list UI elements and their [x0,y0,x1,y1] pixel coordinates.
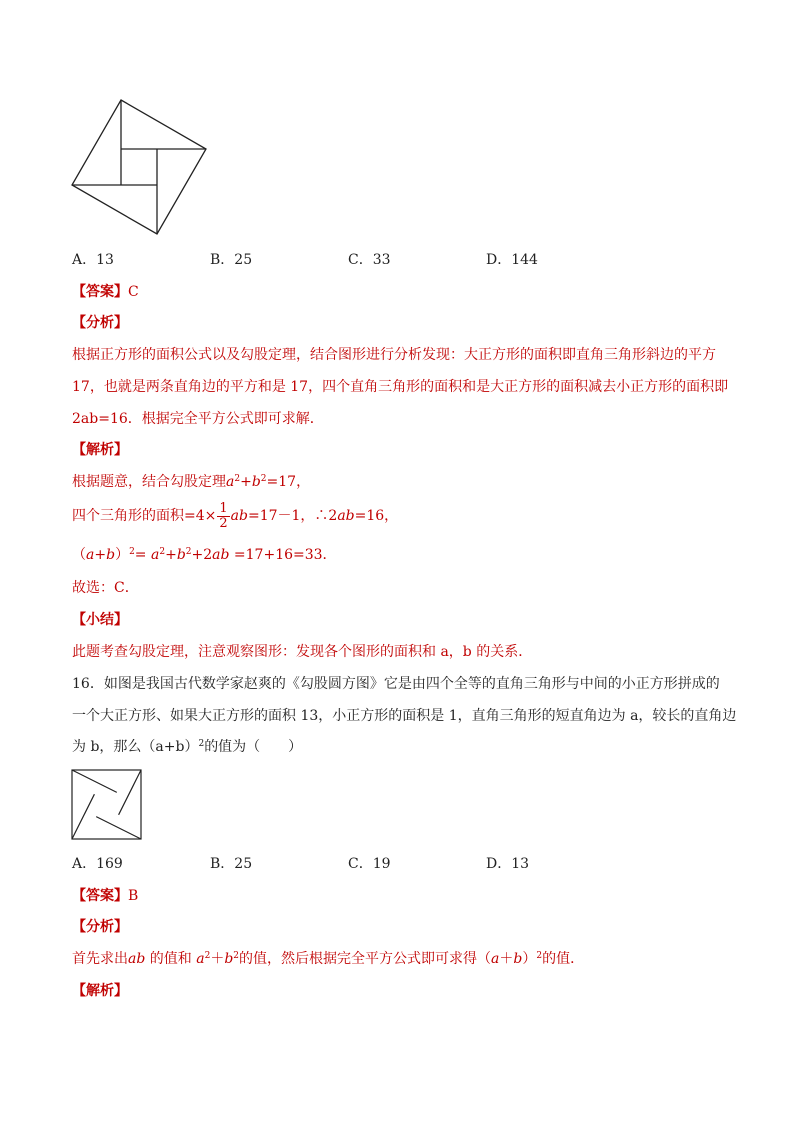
q15-answer-tag: 【答案】 [72,284,128,300]
zhao-shuang-figure [70,768,144,842]
q16-option-c: C．19 [348,856,391,872]
q15-solution-line-2 [72,499,398,533]
var-ab: ab [230,508,248,524]
q16-stem-line-3 [72,738,302,756]
var-a: a [196,951,205,967]
exp: 2 [129,547,135,557]
var-b: b [106,547,116,563]
q16-answer-value: B [128,888,139,904]
exp: 2 [234,474,241,484]
equals: = [134,547,151,563]
sol2-prefix: 四个三角形的面积=4× [72,508,217,524]
q15-answer-value: C [128,284,139,300]
exp: 2 [159,547,166,557]
an-p2: 的值和 [145,951,197,967]
q16-analysis-line [72,950,584,968]
an-p3: 的值，然后根据完全平方公式即可求得（ [239,951,492,967]
q16-stem-line-1: 16．如图是我国古代数学家赵爽的《勾股圆方图》它是由四个全等的直角三角形与中间的小正方形拼成的 [72,676,720,692]
exp: 2 [204,951,211,961]
plus: + [94,547,107,563]
q15-solution-line-1 [72,473,310,491]
sol2-suffix: =16， [354,508,399,524]
sol1-prefix: 根据题意，结合勾股定理 [72,474,226,490]
frac-num: 1 [219,500,228,516]
sol3-suffix: =17+16=33． [229,547,337,563]
var-b: b [176,547,186,563]
q16-option-b: B．25 [210,856,253,872]
sol1-suffix: =17， [266,474,311,490]
paren-close: ） [115,547,130,563]
q16-option-d: D．13 [486,856,530,872]
q15-solution-line-3 [72,546,337,564]
q16-analysis-tag: 【分析】 [72,919,128,935]
q15-analysis-tag: 【分析】 [72,315,128,331]
fraction-one-half [217,502,229,531]
exp: 2 [233,951,240,961]
var-b: b [224,951,234,967]
var-a: a [491,951,500,967]
an-p1: 首先求出 [72,951,128,967]
q16-option-a: A．169 [72,856,123,872]
plus: ＋ [499,951,514,967]
q15-option-c: C．33 [348,252,391,268]
var-ab: ab [337,508,355,524]
var-b: b [513,951,523,967]
pythagoras-figure-1 [64,92,216,244]
plus: + [165,547,177,563]
q16-answer [72,887,138,905]
q15-option-d: D．144 [486,252,538,268]
paren-open: （ [72,547,86,563]
exp: 2 [185,547,192,557]
q15-summary-tag: 【小结】 [72,612,128,628]
var-a: a [226,474,235,490]
line3-prefix: 为 b，那么（a+b） [72,739,199,755]
q15-solution-tag: 【解析】 [72,442,128,458]
q16-stem-line-2: 一个大正方形、如果大正方形的面积 13，小正方形的面积是 1，直角三角形的短直角边为 a，较长的直角边 [72,708,737,724]
var-ab: ab [128,951,146,967]
exp: 2 [198,739,205,749]
q15-choose: 故选：C． [72,580,139,596]
q15-option-a: A．13 [72,252,114,268]
var-a: a [150,547,160,563]
q15-analysis-line-3: 2ab=16．根据完全平方公式即可求解． [72,411,324,427]
exp: 2 [260,474,267,484]
an-p4: ） [522,951,537,967]
q15-summary: 此题考查勾股定理，注意观察图形：发现各个图形的面积和 a，b 的关系． [72,644,533,660]
var-a: a [86,547,95,563]
q16-answer-tag: 【答案】 [72,888,128,904]
var-ab: ab [212,547,230,563]
an-p5: 的值． [542,951,585,967]
plus: ＋ [210,951,225,967]
exp: 2 [536,951,543,961]
sol2-mid: =17－1，∴2 [247,508,338,524]
frac-den: 2 [219,515,228,531]
line3-suffix: 的值为（ ） [204,739,303,755]
var-b: b [251,474,261,490]
q15-answer [72,283,139,301]
q15-analysis-line-2: 17，也就是两条直角边的平方和是 17，四个直角三角形的面积和是大正方形的面积减去小正方形的面积即 [72,379,729,395]
q15-option-b: B．25 [210,252,253,268]
plus-two: +2 [191,547,213,563]
q16-solution-tag: 【解析】 [72,983,128,999]
q15-analysis-line-1: 根据正方形的面积公式以及勾股定理，结合图形进行分析发现：大正方形的面积即直角三角形斜边的平方 [72,347,716,363]
plus: + [240,474,252,490]
